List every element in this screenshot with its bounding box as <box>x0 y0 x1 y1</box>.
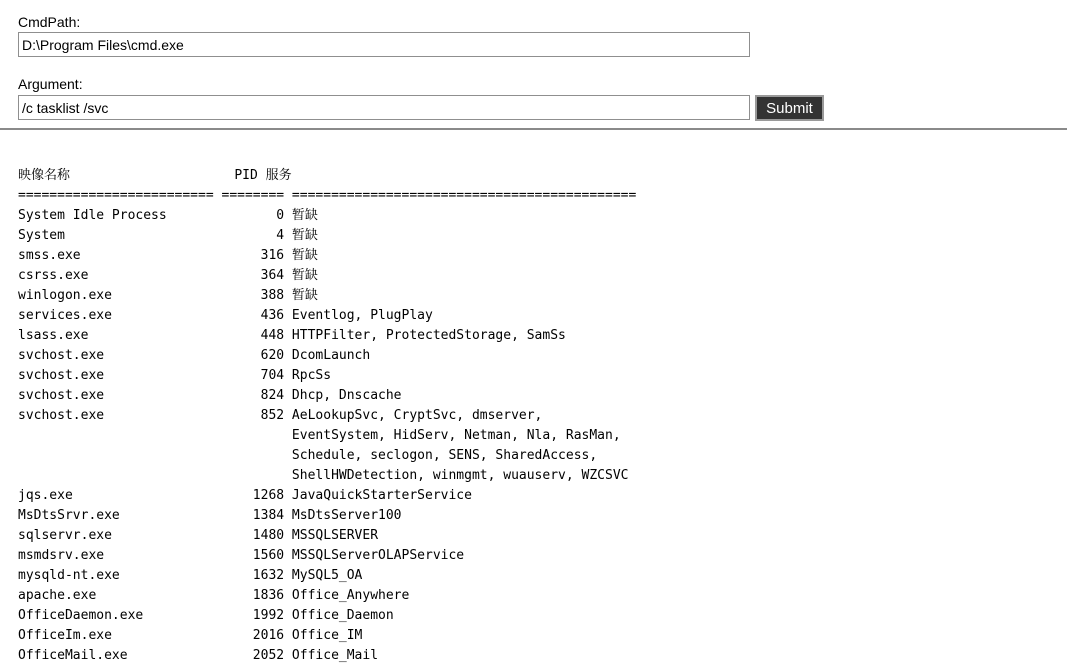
command-output: 映像名称 PID 服务 ========================= ======== ============================================ System Idle Process 0 暂缺 System 4 暂缺 smss.exe 316 暂缺 csrss.exe 364 暂缺 winlogon.exe 388 暂缺 services.exe 436 Eventlog, PlugPlay lsass.exe 448 HTTPFilter, ProtectedStorage, SamSs svchost.exe 620 DcomLaunch svchost.exe 704 RpcSs svchost.exe 824 Dhcp, Dnscache svchost.exe 852 AeLookupSvc, CryptSvc, dmserver, EventSystem, HidServ, Netman, Nla, RasMan, Schedule, seclogon, SENS, SharedAccess, ShellHWDetection, winmgmt, wuauserv, WZCSVC jqs.exe 1268 JavaQuickStarterService MsDtsSrvr.exe 1384 MsDtsServer100 sqlservr.exe 1480 MSSQLSERVER msmdsrv.exe 1560 MSSQLServerOLAPService mysqld-nt.exe 1632 MySQL5_OA apache.exe 1836 Office_Anywhere OfficeDaemon.exe 1992 Office_Daemon OfficeIm.exe 2016 Office_IM OfficeMail.exe 2052 Office_Mail <box>18 168 637 663</box>
cmdpath-label: CmdPath: <box>18 14 81 30</box>
divider <box>0 128 1067 130</box>
argument-input[interactable] <box>18 95 750 120</box>
submit-button[interactable]: Submit <box>755 95 824 121</box>
cmdpath-input[interactable] <box>18 32 750 57</box>
argument-label: Argument: <box>18 76 83 92</box>
